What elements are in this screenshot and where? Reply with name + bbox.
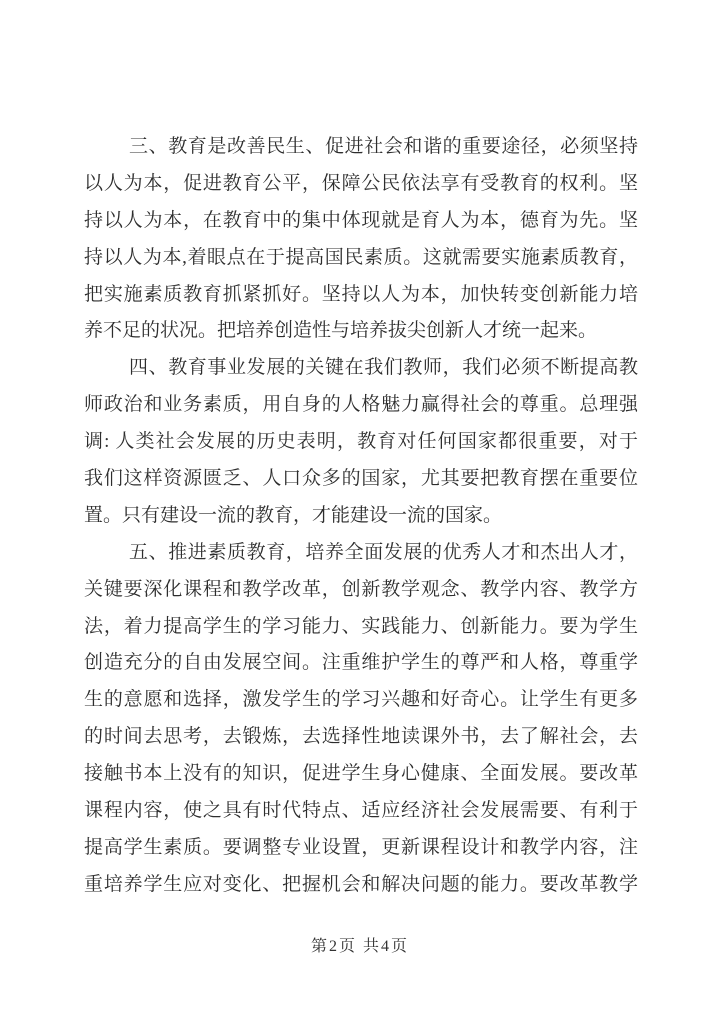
text-line: 创造充分的自由发展空间。注重维护学生的尊严和人格，尊重学	[84, 652, 638, 674]
text-line: 师政治和业务素质，用自身的人格魅力赢得社会的尊重。总理强	[84, 394, 638, 416]
text-line: 接触书本上没有的知识，促进学生身心健康、全面发展。要改革	[84, 763, 638, 785]
text-line: 养不足的状况。把培养创造性与培养拔尖创新人才统一起来。	[84, 320, 598, 342]
text-line: 四、教育事业发展的关键在我们教师，我们必须不断提高教	[129, 357, 638, 379]
text-line: 三、教育是改善民生、促进社会和谐的重要途径，必须坚持	[129, 136, 638, 157]
text-line: 关键要深化课程和教学改革，创新教学观念、教学内容、教学方	[84, 578, 638, 600]
text-line: 五、推进素质教育，培养全面发展的优秀人才和杰出人才，	[129, 541, 638, 563]
text-line: 法，着力提高学生的学习能力、实践能力、创新能力。要为学生	[84, 615, 638, 637]
text-line: 的时间去思考，去锻炼，去选择性地读课外书，去了解社会，去	[84, 726, 638, 748]
text-line: 调: 人类社会发展的历史表明，教育对任何国家都很重要，对于	[84, 431, 638, 453]
text-line: 我们这样资源匮乏、人口众多的国家，尤其要把教育摆在重要位	[84, 468, 638, 490]
page-footer	[0, 933, 720, 956]
text-line: 持以人为本,着眼点在于提高国民素质。这就需要实施素质教育，	[84, 246, 638, 268]
text-line: 生的意愿和选择，激发学生的学习兴趣和好奇心。让学生有更多	[84, 689, 638, 711]
text-line: 把实施素质教育抓紧抓好。坚持以人为本，加快转变创新能力培	[84, 283, 638, 305]
text-body	[84, 129, 638, 904]
text-line: 持以人为本，在教育中的集中体现就是育人为本，德育为先。坚	[84, 209, 638, 231]
text-line: 提高学生素质。要调整专业设置，更新课程设计和教学内容，注	[84, 836, 638, 858]
text-line: 置。只有建设一流的教育，才能建设一流的国家。	[84, 504, 503, 526]
page-number-label: 第2页 共4页	[310, 938, 409, 955]
text-line: 重培养学生应对变化、把握机会和解决问题的能力。要改革教学	[84, 873, 638, 895]
text-line: 课程内容，使之具有时代特点、适应经济社会发展需要、有利于	[84, 800, 638, 822]
text-line: 以人为本，促进教育公平，保障公民依法享有受教育的权利。坚	[84, 172, 638, 194]
